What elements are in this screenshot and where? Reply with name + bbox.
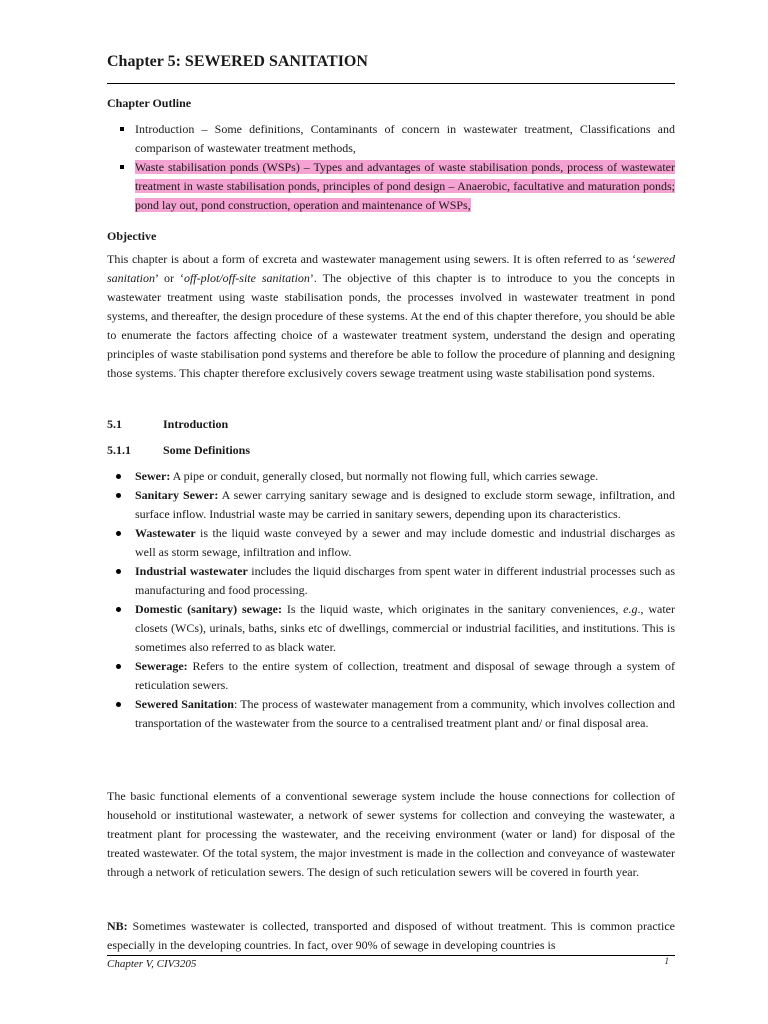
round-bullet-icon xyxy=(116,531,121,536)
objective-text: ’. The objective of this chapter is to introduce to you the concepts in wastewater treatment using waste stabilisation ponds, the processes involved in wastewater treatment in pond systems, and thereafter, the design procedure of these systems. At the end of this chapter therefore, you should be able to enumerate the factors affecting choice of a wastewater treatment system, understand the design and operating principles of waste stabilisation pond systems and therefore be able to follow the procedure of planning and designing those systems. This chapter therefore exclusively covers sewage treatment using waste stabilisation pond systems. xyxy=(107,271,675,380)
outline-item-highlighted xyxy=(107,158,675,215)
chapter-title: Chapter 5: SEWERED SANITATION xyxy=(107,53,368,70)
round-bullet-icon xyxy=(116,702,121,707)
title-rule xyxy=(107,83,675,84)
definition-item xyxy=(107,695,675,733)
footer-course: Chapter V, CIV3205 xyxy=(107,958,197,970)
definition-text: A sewer carrying sanitary sewage and is designed to exclude storm sewage, infiltration, and surface inflow. Industrial waste may be carried in sanitary sewers, depending upon its characteristics. xyxy=(135,488,675,521)
objective-emphasis: sewered sanitation xyxy=(107,252,675,285)
section-number: 5.1.1 xyxy=(107,443,131,457)
definition-text: Is the liquid waste, which originates in the sanitary conveniences, xyxy=(281,602,624,616)
definition-term: Industrial wastewater xyxy=(135,564,248,578)
definition-item xyxy=(107,467,675,486)
section-heading-5-1-1 xyxy=(107,443,250,458)
definition-item xyxy=(107,657,675,695)
objective-heading: Objective xyxy=(107,229,157,243)
basic-elements-paragraph: The basic functional elements of a conventional sewerage system include the house connections for collection of household or institutional wastewater, a network of sewer systems for collection and conveying the wastewater, a treatment plant for processing the wastewater, and the receiving environment (water or land) for disposal of the treated wastewater. Of the total system, the major investment is made in the collection and conveyance of wastewater through a network of reticulation sewers. The design of such reticulation sewers will be covered in fourth year. xyxy=(107,789,675,879)
outline-item-text: Introduction – Some definitions, Contaminants of concern in wastewater treatment, Classifications and comparison of wastewater treatment methods, xyxy=(135,122,675,155)
outline-item-text: Waste stabilisation ponds (WSPs) – Types and advantages of waste stabilisation ponds, process of wastewater treatment in waste stabilisation ponds, principles of pond design – Anaerobic, facultative and maturation ponds; pond lay out, pond construction, operation and maintenance of WSPs, xyxy=(135,160,675,212)
section-heading-5-1 xyxy=(107,417,228,432)
objective-paragraph xyxy=(107,250,675,383)
section-title: Introduction xyxy=(163,417,229,431)
definition-text: is the liquid waste conveyed by a sewer and may include domestic and industrial discharges as well as storm sewage, infiltration and inflow. xyxy=(135,526,675,559)
nb-text: Sometimes wastewater is collected, transported and disposed of without treatment. This is common practice especially in the developing countries. In fact, over 90% of sewage in developing countries is xyxy=(107,919,675,952)
definition-term: Sanitary Sewer: xyxy=(135,488,219,502)
round-bullet-icon xyxy=(116,607,121,612)
round-bullet-icon xyxy=(116,493,121,498)
page-number: 1 xyxy=(664,956,669,966)
definition-item xyxy=(107,600,675,657)
outline-item xyxy=(107,120,675,158)
objective-text: ’ or ‘ xyxy=(155,271,184,285)
nb-label: NB: xyxy=(107,919,128,933)
definition-text: : The process of wastewater management from a community, which involves collection and transportation of the wastewater from the source to a centralised treatment plant and/ or final disposal area. xyxy=(135,697,675,730)
footer-rule xyxy=(107,955,675,956)
definition-term: Wastewater xyxy=(135,526,196,540)
definition-term: Sewer: xyxy=(135,469,171,483)
section-number: 5.1 xyxy=(107,417,122,431)
definition-item xyxy=(107,524,675,562)
objective-text: This chapter is about a form of excreta and wastewater management using sewers. It is often referred to as ‘ xyxy=(107,252,637,266)
outline-list xyxy=(107,120,675,215)
definition-term: Sewered Sanitation xyxy=(135,697,234,711)
section-title: Some Definitions xyxy=(163,443,250,457)
objective-emphasis: off-plot/off-site sanitation xyxy=(183,271,310,285)
square-bullet-icon xyxy=(120,127,124,131)
square-bullet-icon xyxy=(120,165,124,169)
definition-item xyxy=(107,486,675,524)
definition-text: ., water closets (WCs), urinals, baths, sinks etc of dwellings, commercial or industrial facilities, and institutions. This is sometimes also referred to as black water. xyxy=(135,602,675,654)
nb-paragraph xyxy=(107,917,675,955)
definition-term: Domestic (sanitary) sewage: xyxy=(135,602,282,616)
definition-text: A pipe or conduit, generally closed, but normally not flowing full, which carries sewage. xyxy=(170,469,599,483)
definition-text: Refers to the entire system of collection, treatment and disposal of sewage through a system of reticulation sewers. xyxy=(135,659,675,692)
round-bullet-icon xyxy=(116,569,121,574)
round-bullet-icon xyxy=(116,474,121,479)
definitions-list xyxy=(107,467,675,733)
definition-emphasis: e.g xyxy=(623,602,638,616)
round-bullet-icon xyxy=(116,664,121,669)
definition-term: Sewerage: xyxy=(135,659,188,673)
outline-heading: Chapter Outline xyxy=(107,96,192,110)
definition-item xyxy=(107,562,675,600)
definition-text: includes the liquid discharges from spent water in different industrial processes such as manufacturing and food processing. xyxy=(135,564,675,597)
